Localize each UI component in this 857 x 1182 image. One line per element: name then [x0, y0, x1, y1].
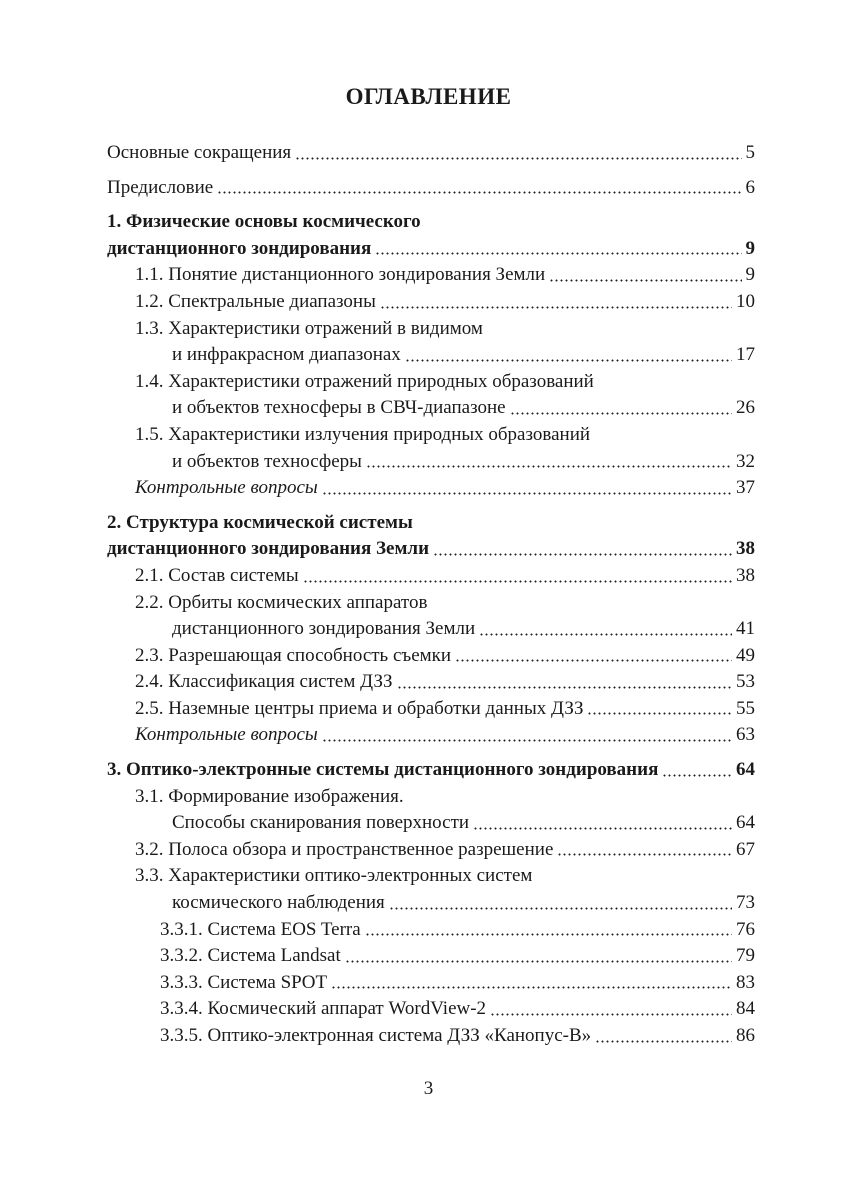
dot-leader — [433, 553, 732, 556]
toc-entry-title: Контрольные вопросы — [135, 477, 318, 499]
toc-entry-title: Способы сканирования поверхности — [172, 812, 470, 834]
dot-leader — [322, 739, 732, 742]
toc-entry-page: 53 — [736, 671, 755, 693]
toc-entry-title: 1.5. Характеристики излучения природных образований — [135, 423, 591, 445]
dot-leader — [331, 986, 732, 989]
dot-leader — [479, 633, 732, 636]
toc-entry-line — [107, 369, 755, 396]
dot-leader — [510, 412, 732, 415]
dot-leader — [473, 827, 732, 830]
toc-entry-title: 1.2. Спектральные диапазоны — [135, 290, 376, 312]
toc-entry[interactable] — [107, 784, 755, 837]
toc-entry-line — [107, 616, 755, 643]
toc-entry-page: 10 — [736, 290, 755, 312]
toc-entry-page: 9 — [745, 264, 755, 286]
toc-entry-page: 49 — [736, 644, 755, 666]
dot-leader — [217, 191, 741, 194]
toc-entry-line — [107, 175, 755, 202]
dot-leader — [595, 1040, 732, 1043]
toc-entry[interactable] — [107, 563, 755, 590]
toc-entry-title: 3.3.5. Оптико-электронная система ДЗЗ «Канопус-В» — [160, 1025, 592, 1046]
toc-entry-title: 2.2. Орбиты космических аппаратов — [135, 591, 428, 613]
toc-entry-line — [107, 917, 755, 944]
dot-leader — [366, 465, 732, 468]
toc-entry-page: 55 — [736, 697, 755, 719]
toc-entry-line — [107, 722, 755, 749]
dot-leader — [662, 774, 732, 777]
toc-entry-page: 26 — [736, 397, 755, 419]
toc-entry-line — [107, 669, 755, 696]
toc-entry-line — [107, 563, 755, 590]
toc-entry[interactable] — [107, 722, 755, 749]
dot-leader — [587, 712, 732, 715]
toc-entry-page: 64 — [736, 812, 755, 834]
dot-leader — [380, 306, 732, 309]
toc-entry-page: 83 — [736, 971, 755, 993]
toc-entry-page: 9 — [745, 237, 755, 259]
dot-leader — [490, 1013, 732, 1016]
toc-entry-line — [107, 863, 755, 890]
toc-entry-line — [107, 140, 755, 167]
toc-entry-title: и объектов техносферы — [172, 450, 362, 472]
toc-entry-title: 2.1. Состав системы — [135, 564, 299, 586]
toc-entry-page: 63 — [736, 724, 755, 746]
toc-entry[interactable] — [107, 643, 755, 670]
toc-entry-line — [107, 590, 755, 617]
toc-entry-page: 38 — [736, 564, 755, 586]
dot-leader — [322, 492, 732, 495]
toc-entry[interactable] — [107, 996, 755, 1023]
dot-leader — [557, 853, 732, 856]
dot-leader — [405, 359, 732, 362]
dot-leader — [549, 279, 741, 282]
toc-entry[interactable] — [107, 475, 755, 502]
toc-entry[interactable] — [107, 696, 755, 723]
toc-entry-page: 84 — [736, 998, 755, 1020]
toc-entry-line — [107, 395, 755, 422]
toc-entry-title: 3. Оптико-электронные системы дистанционного зондирования — [107, 759, 659, 781]
toc-entry[interactable] — [107, 863, 755, 916]
toc-entry[interactable] — [107, 970, 755, 997]
dot-leader — [295, 157, 741, 160]
toc-entry-page: 38 — [736, 538, 755, 560]
toc-entry-line — [107, 510, 755, 537]
toc-entry-title: 1. Физические основы космического — [107, 211, 421, 233]
toc-entry-page: 79 — [736, 945, 755, 967]
toc-entry-line — [107, 316, 755, 343]
toc-entry-line — [107, 422, 755, 449]
toc-entry-line — [107, 209, 755, 236]
toc-entry-line — [107, 475, 755, 502]
toc-entry-line — [107, 449, 755, 476]
toc-entry-title: 1.4. Характеристики отражений природных образований — [135, 370, 594, 392]
dot-leader — [375, 252, 741, 255]
dot-leader — [345, 960, 732, 963]
toc-entry-title: Предисловие — [107, 176, 214, 198]
toc-entry[interactable] — [107, 316, 755, 369]
toc-entry-page: 17 — [736, 344, 755, 366]
toc-entry-title: космического наблюдения — [172, 892, 385, 914]
toc-entry-line — [107, 696, 755, 723]
toc-entry-title: 3.2. Полоса обзора и пространственное разрешение — [135, 838, 554, 860]
toc-entry[interactable] — [107, 510, 755, 563]
toc-entry-line — [107, 996, 755, 1023]
toc-entry[interactable] — [107, 140, 755, 167]
toc-entry-title: Контрольные вопросы — [135, 724, 318, 746]
dot-leader — [389, 907, 732, 910]
toc-entry-line — [107, 236, 755, 263]
page-title: ОГЛАВЛЕНИЕ — [345, 84, 512, 109]
toc-entry-title: 3.3.4. Космический аппарат WordView-2 — [160, 998, 487, 1020]
toc-entry-title: 3.3. Характеристики оптико-электронных систем — [135, 865, 533, 887]
toc-entry-page: 86 — [736, 1025, 755, 1046]
toc-entry-title: и инфракрасном диапазонах — [172, 344, 401, 366]
toc-entry-title: и объектов техносферы в СВЧ-диапазоне — [172, 397, 506, 419]
toc-entry[interactable] — [107, 757, 755, 784]
toc-entry[interactable] — [107, 289, 755, 316]
toc-entry[interactable] — [107, 262, 755, 289]
toc-entry[interactable] — [107, 369, 755, 422]
toc-entry-title: 2.4. Классификация систем ДЗЗ — [135, 671, 393, 693]
toc-entry-page: 76 — [736, 918, 755, 940]
toc-entry-title: 1.1. Понятие дистанционного зондирования Земли — [135, 264, 546, 286]
toc-entry[interactable] — [107, 422, 755, 475]
toc-entry-title: 3.3.1. Система EOS Terra — [160, 918, 361, 940]
toc-entry-line — [107, 757, 755, 784]
toc-entry[interactable] — [107, 917, 755, 944]
dot-leader — [365, 933, 732, 936]
toc-entry[interactable] — [107, 943, 755, 970]
table-of-contents — [107, 140, 755, 1050]
dot-leader — [455, 659, 732, 662]
toc-entry-page: 5 — [745, 142, 755, 163]
toc-entry-line — [107, 342, 755, 369]
toc-entry-title: 2.3. Разрешающая способность съемки — [135, 644, 452, 666]
toc-entry-page: 73 — [736, 892, 755, 914]
toc-entry-title: 3.1. Формирование изображения. — [135, 785, 404, 807]
toc-entry-title: 2. Структура космической системы — [107, 511, 413, 533]
toc-entry-title: дистанционного зондирования Земли — [107, 538, 430, 560]
toc-entry[interactable] — [107, 590, 755, 643]
toc-entry-title: 1.3. Характеристики отражений в видимом — [135, 317, 483, 339]
toc-entry-line — [107, 643, 755, 670]
toc-entry-line — [107, 262, 755, 289]
dot-leader — [397, 686, 732, 689]
toc-entry-line — [107, 536, 755, 563]
toc-entry-title: 2.5. Наземные центры приема и обработки данных ДЗЗ — [135, 697, 584, 719]
toc-entry[interactable] — [107, 669, 755, 696]
toc-entry-page: 67 — [736, 838, 755, 860]
toc-entry-line — [107, 289, 755, 316]
toc-entry-title: дистанционного зондирования — [107, 237, 372, 259]
toc-entry[interactable] — [107, 1023, 755, 1050]
toc-entry-title: 3.3.3. Система SPOT — [160, 971, 328, 993]
toc-entry[interactable] — [107, 209, 755, 262]
toc-entry-line — [107, 784, 755, 811]
toc-entry-page: 41 — [736, 618, 755, 640]
toc-entry-line — [107, 890, 755, 917]
toc-entry-page: 6 — [745, 176, 755, 198]
toc-entry-page: 32 — [736, 450, 755, 472]
toc-entry-title: Основные сокращения — [107, 142, 292, 163]
dot-leader — [303, 580, 732, 583]
toc-entry-title: дистанционного зондирования Земли — [172, 618, 476, 640]
toc-entry[interactable] — [107, 175, 755, 202]
toc-entry-page: 37 — [736, 477, 755, 499]
toc-entry-line — [107, 943, 755, 970]
toc-entry-line — [107, 970, 755, 997]
toc-entry[interactable] — [107, 837, 755, 864]
page-number: 3 — [423, 1078, 434, 1099]
toc-entry-title: 3.3.2. Система Landsat — [160, 945, 341, 967]
toc-entry-page: 64 — [736, 759, 755, 781]
toc-entry-line — [107, 837, 755, 864]
toc-entry-line — [107, 1023, 755, 1050]
toc-entry-line — [107, 810, 755, 837]
